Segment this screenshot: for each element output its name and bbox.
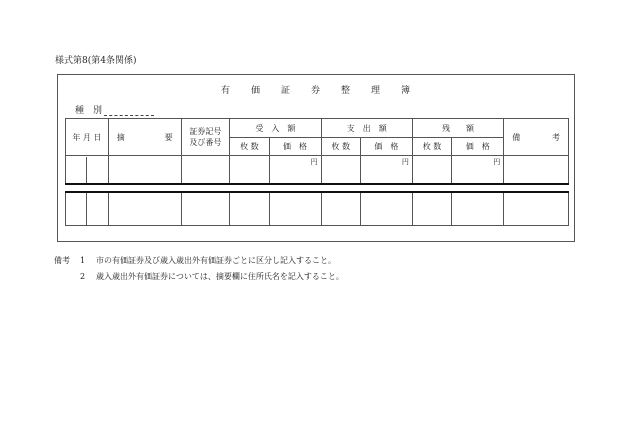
summary-header-left: 摘 <box>116 132 125 142</box>
remarks-cell[interactable] <box>504 156 569 185</box>
summary-header <box>108 119 181 156</box>
header-row-1 <box>66 119 569 138</box>
balance-sheets-cell[interactable] <box>412 156 451 185</box>
summary-header-right: 要 <box>164 132 173 142</box>
balance-price-cell[interactable] <box>452 192 504 226</box>
received-sheets-header: 枚 数 <box>230 138 269 156</box>
paid-price-header: 価 格 <box>360 138 412 156</box>
paid-price-cell[interactable] <box>360 192 412 226</box>
note-item <box>54 253 344 269</box>
received-sheets-cell[interactable] <box>230 156 269 185</box>
code-header-line1: 証券記号 <box>189 127 222 136</box>
ledger-title: 有 価 証 券 整 理 簿 <box>220 86 411 96</box>
kind-field <box>75 103 154 116</box>
double-rule <box>66 184 569 192</box>
date-header: 年 月 日 <box>66 119 109 156</box>
date-cell[interactable] <box>66 192 109 226</box>
ledger-table <box>65 118 569 226</box>
received-price-header: 価 格 <box>269 138 321 156</box>
note-number: 2 <box>80 272 86 281</box>
remarks-header-left: 備 <box>512 132 521 142</box>
data-row <box>66 156 569 185</box>
summary-cell[interactable] <box>108 156 181 185</box>
code-header-line2: 及び番号 <box>189 138 222 147</box>
note-text: 歳入歳出外有価証券については、摘要欄に住所氏名を記入すること。 <box>96 272 344 281</box>
balance-price-header: 価 格 <box>452 138 504 156</box>
note-text: 市の有価証券及び歳入歳出外有価証券ごとに区分し記入すること。 <box>96 256 336 265</box>
summary-cell[interactable] <box>108 192 181 226</box>
remarks-header <box>504 119 569 156</box>
separator-row <box>66 184 569 192</box>
received-header: 受 入 額 <box>230 119 321 138</box>
balance-header: 残 額 <box>412 119 503 138</box>
notes <box>54 253 344 285</box>
balance-sheets-cell[interactable] <box>412 192 451 226</box>
balance-price-cell[interactable]: 円 <box>452 156 504 185</box>
paid-header: 支 出 額 <box>321 119 412 138</box>
ledger-frame <box>57 74 575 242</box>
paid-price-cell[interactable]: 円 <box>360 156 412 185</box>
note-number: 1 <box>80 256 86 265</box>
data-row <box>66 192 569 226</box>
received-price-cell[interactable]: 円 <box>269 156 321 185</box>
balance-sheets-header: 枚 数 <box>412 138 451 156</box>
remarks-header-right: 考 <box>552 132 560 142</box>
date-cell[interactable] <box>66 156 109 185</box>
remarks-cell[interactable] <box>504 192 569 226</box>
form-reference: 様式第8(第4条関係) <box>55 56 137 66</box>
received-sheets-cell[interactable] <box>230 192 269 226</box>
kind-blank-line[interactable] <box>104 115 154 116</box>
code-header <box>181 119 230 156</box>
code-cell[interactable] <box>181 192 230 226</box>
paid-sheets-cell[interactable] <box>321 192 360 226</box>
kind-label: 種 別 <box>75 106 103 116</box>
paid-sheets-cell[interactable] <box>321 156 360 185</box>
note-item <box>54 269 344 285</box>
code-cell[interactable] <box>181 156 230 185</box>
paid-sheets-header: 枚 数 <box>321 138 360 156</box>
notes-label: 備考 <box>54 256 70 265</box>
received-price-cell[interactable] <box>269 192 321 226</box>
